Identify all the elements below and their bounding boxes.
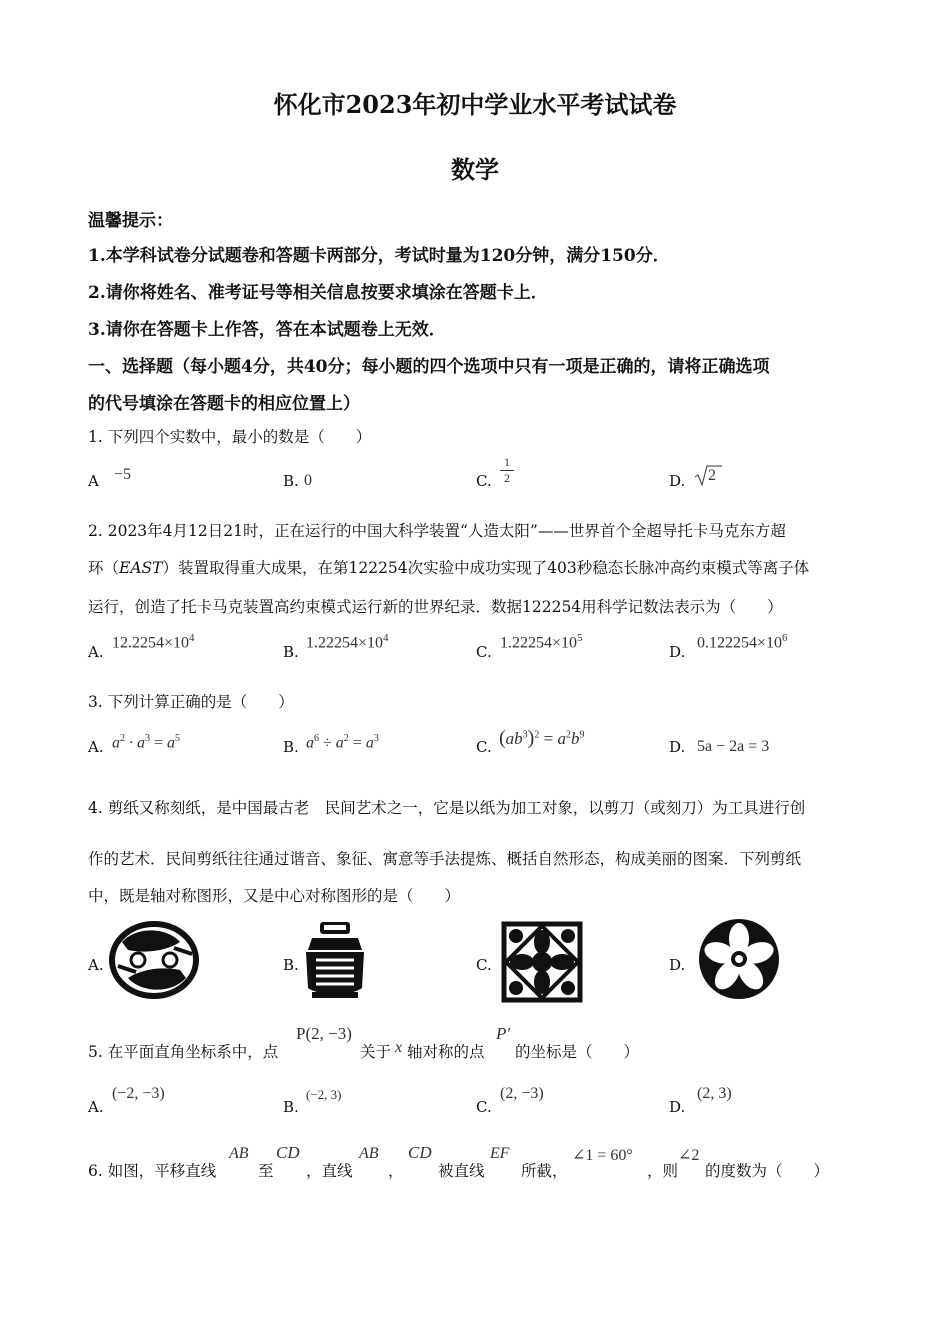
q3-label-d: D. <box>669 738 686 756</box>
q6-cd-2: CD <box>408 1143 432 1162</box>
q2-option-d <box>697 632 788 652</box>
q1-label-a: A <box>88 472 99 490</box>
q5-label-d: D. <box>669 1098 686 1116</box>
q6-ab-2: AB <box>359 1145 379 1162</box>
q5-part4: 的坐标是（ ） <box>515 1043 640 1061</box>
q3-label-c: C. <box>476 738 492 756</box>
exponent: 4 <box>383 632 389 644</box>
q1-label-d: D. <box>669 472 686 490</box>
q6-part4: ， <box>388 1162 404 1180</box>
q4-line1: 4. 剪纸又称刻纸，是中国最古老 民间艺术之一，它是以纸为加工对象，以剪刀（或刻刀）为工具进行创 <box>88 799 806 817</box>
base: 0.122254×10 <box>697 634 783 652</box>
section-heading-line1: 一、选择题（每小题4分，共40分；每小题的四个选项中只有一项是正确的，请将正确选项 <box>88 357 770 377</box>
q5-label-b: B. <box>283 1098 299 1116</box>
q2-label-a: A. <box>88 643 104 661</box>
section-heading-line2: 的代号填涂在答题卡的相应位置上） <box>88 394 360 414</box>
q2-line1: 2. 2023年4月12日21时，正在运行的中国大科学装置“人造太阳”——世界首个全超导托卡马克东方超 <box>88 522 786 540</box>
q4-line2: 作的艺术．民间剪纸往往通过谐音、象征、寓意等手法提炼、概括自然形态，构成美丽的图案．下列剪纸 <box>88 850 802 868</box>
q1-stem: 1. 下列四个实数中，最小的数是（ ） <box>88 428 372 446</box>
q1-label-b: B. <box>283 472 299 490</box>
q5-part2: 关于 <box>360 1043 392 1061</box>
q1-option-b: 0 <box>304 472 312 489</box>
papercut-round-flower-image <box>696 916 782 1002</box>
q5-label-c: C. <box>476 1098 492 1116</box>
q5-option-c: (2, −3) <box>500 1085 544 1102</box>
tips-heading: 温馨提示： <box>88 211 173 231</box>
q6-part7: ，则 <box>647 1162 679 1180</box>
q6-part3: ，直线 <box>306 1162 353 1180</box>
tip-2: 2.请你将姓名、准考证号等相关信息按要求填涂在答题卡上． <box>88 283 548 303</box>
q3-label-b: B. <box>283 738 299 756</box>
q6-part1: 6. 如图，平移直线 <box>88 1162 217 1180</box>
q3-option-c: $(ab^3)^2 = a^2b^9$ <box>499 727 585 749</box>
q6-angle2: ∠2 <box>678 1147 700 1164</box>
q4-label-b: B. <box>283 956 299 974</box>
q2-line2-part: 环（ <box>88 559 120 577</box>
q4-label-a: A. <box>88 956 104 974</box>
q5-part3: 轴对称的点 <box>407 1043 485 1061</box>
exponent: 6 <box>782 632 788 644</box>
q2-option-c <box>500 632 583 652</box>
subject-title: 数学 <box>451 155 499 184</box>
q2-option-a <box>112 632 195 652</box>
q4-label-d: D. <box>669 956 686 974</box>
exponent: 4 <box>189 632 195 644</box>
q4-label-c: C. <box>476 956 492 974</box>
sqrt-radicand: 2 <box>708 467 716 484</box>
q5-axis: x <box>395 1039 403 1056</box>
q3-label-a: A. <box>88 738 104 756</box>
exam-title: 怀化市2023年初中学业水平考试试卷 <box>273 90 677 119</box>
q3-option-d: 5a − 2a = 3 <box>697 738 770 755</box>
q6-part2: 至 <box>258 1162 274 1180</box>
tip-1: 1.本学科试卷分试题卷和答题卡两部分，考试时量为120分钟，满分150分． <box>88 246 670 266</box>
q6-ab-1: AB <box>229 1145 249 1162</box>
base: 12.2254×10 <box>112 634 190 652</box>
q5-point: P(2, −3) <box>296 1024 352 1043</box>
q6-angle1: ∠1 = 60° <box>572 1147 633 1164</box>
q6-part5: 被直线 <box>438 1162 485 1180</box>
q2-label-c: C. <box>476 643 492 661</box>
q3-stem: 3. 下列计算正确的是（ ） <box>88 693 294 711</box>
q2-east: EAST <box>119 559 163 577</box>
q5-option-d: (2, 3) <box>697 1085 732 1102</box>
q2-label-d: D. <box>669 643 686 661</box>
papercut-fish-image <box>108 920 200 1000</box>
q1-option-c-fraction <box>500 456 514 485</box>
q2-line3: 运行，创造了托卡马克装置高约束模式运行新的世界纪录．数据122254用科学记数法表示为（ ） <box>88 598 783 616</box>
papercut-square-flower-image <box>500 920 584 1004</box>
exponent: 5 <box>577 632 583 644</box>
tip-3: 3.请你在答题卡上作答，答在本试题卷上无效． <box>88 320 446 340</box>
q3-option-b: $a^6 \div a^2 = a^3$ <box>306 733 379 752</box>
fraction-numerator: 1 <box>504 455 510 469</box>
q5-pprime: P′ <box>496 1024 511 1043</box>
q5-option-b: (−2, 3) <box>306 1087 342 1102</box>
q5-part1: 5. 在平面直角坐标系中，点 <box>88 1043 279 1061</box>
q6-ef: EF <box>490 1145 510 1162</box>
q2-line2-part: ）装置取得重大成果，在第122254次实验中成功实现了403秒稳态长脉冲高约束模式等离子体 <box>162 559 810 577</box>
q2-option-b <box>306 632 389 652</box>
q2-line2 <box>88 556 809 578</box>
q6-part6: 所截， <box>521 1162 568 1180</box>
q5-label-a: A. <box>88 1098 104 1116</box>
q6-cd-1: CD <box>276 1143 300 1162</box>
q5-option-a: (−2, −3) <box>112 1085 165 1102</box>
q1-label-c: C. <box>476 472 492 490</box>
q6-part8: 的度数为（ ） <box>705 1162 830 1180</box>
base: 1.22254×10 <box>306 634 384 652</box>
base: 1.22254×10 <box>500 634 578 652</box>
q1-option-a: −5 <box>114 466 132 483</box>
q3-option-a: $a^2 \cdot a^3 = a^5$ <box>112 733 181 752</box>
papercut-vase-image <box>302 920 368 1000</box>
q2-label-b: B. <box>283 643 299 661</box>
q4-line3: 中，既是轴对称图形，又是中心对称图形的是（ ） <box>88 887 461 905</box>
fraction-denominator: 2 <box>504 471 510 485</box>
